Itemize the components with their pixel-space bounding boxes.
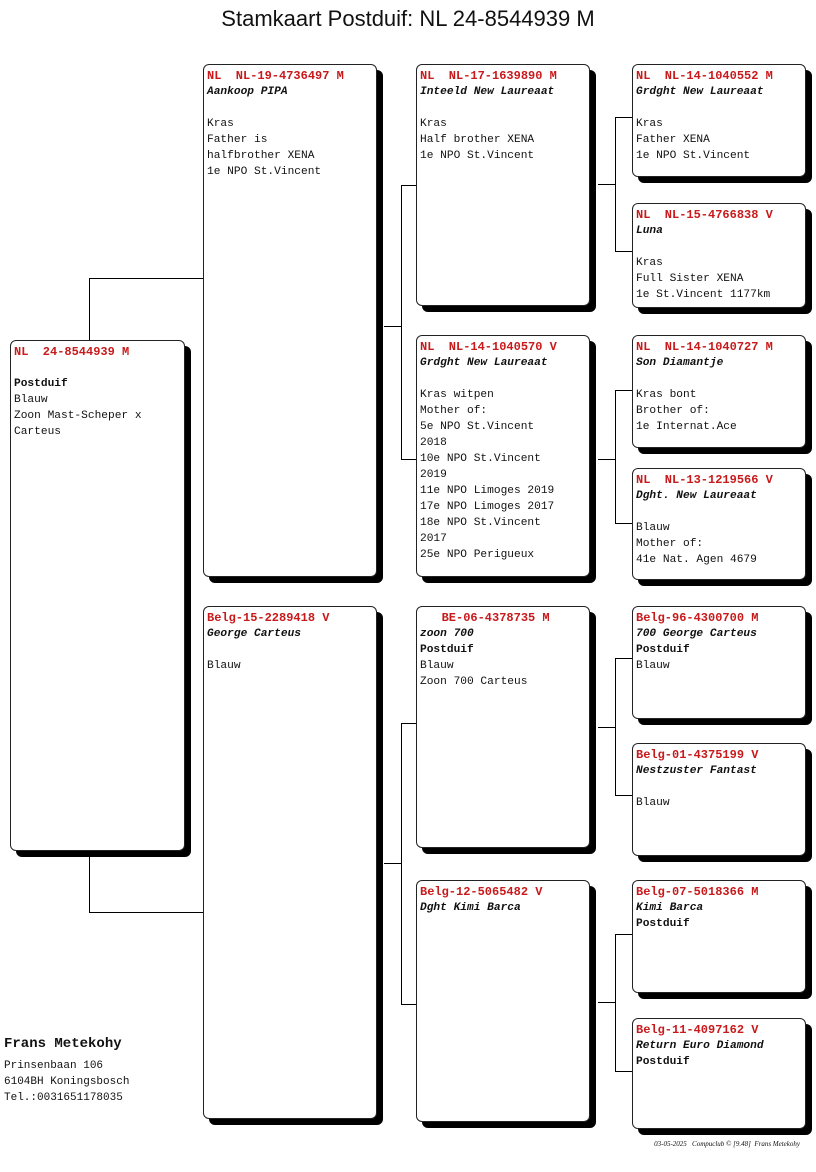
card-line: Father is: [207, 134, 268, 146]
card-line: Zoon Mast-Scheper x: [14, 410, 142, 422]
pigeon-name: Grdght New Laureaat: [420, 357, 548, 369]
pigeon-card-ggp-mmm[interactable]: [632, 1018, 806, 1129]
pigeon-name: Grdght New Laureaat: [636, 86, 764, 98]
connector: [615, 658, 633, 659]
card-line: Carteus: [14, 426, 61, 438]
pigeon-card-grandmother-mm[interactable]: [416, 880, 590, 1122]
connector: [615, 934, 616, 1072]
connector: [615, 251, 633, 252]
card-line: Blauw: [14, 394, 48, 406]
card-line: Zoon 700 Carteus: [420, 676, 528, 688]
pigeon-name: Aankoop PIPA: [207, 86, 288, 98]
page-title: Stamkaart Postduif: NL 24-8544939 M: [221, 6, 595, 31]
connector: [615, 795, 633, 796]
card-line: 1e St.Vincent 1177km: [636, 289, 771, 301]
card-line: 1e Internat.Ace: [636, 421, 737, 433]
card-line: Postduif: [636, 644, 690, 656]
footer-credits: 03-05-2025 Compuclub © [9.48] Frans Metekohy: [654, 1140, 800, 1148]
card-line: Postduif: [420, 644, 474, 656]
card-line: 11e NPO Limoges 2019: [420, 485, 555, 497]
pigeon-name: Inteeld New Laureaat: [420, 86, 555, 98]
pigeon-name: Dght Kimi Barca: [420, 902, 521, 914]
connector: [615, 117, 616, 252]
owner-address: Prinsenbaan 106: [4, 1060, 104, 1072]
card-line: Kras: [420, 118, 447, 130]
pigeon-card-ggp-mff[interactable]: [632, 606, 806, 719]
card-line: 10e NPO St.Vincent: [420, 453, 541, 465]
connector: [598, 459, 616, 460]
card-line: [207, 100, 373, 116]
card-line: Half brother XENA: [420, 134, 535, 146]
connector: [89, 912, 204, 913]
card-line: 2017: [420, 533, 447, 545]
connector: [401, 1004, 417, 1005]
card-line: Mother of:: [420, 405, 488, 417]
card-line: [420, 100, 586, 116]
ring-number: Belg-12-5065482 V: [420, 885, 543, 899]
ring-number: NL NL-13-1219566 V: [636, 473, 773, 487]
ring-number: NL NL-14-1040570 V: [420, 340, 557, 354]
connector: [401, 723, 417, 724]
card-line: Blauw: [420, 660, 454, 672]
card-line: Blauw: [636, 660, 670, 672]
card-line: Blauw: [636, 522, 670, 534]
pigeon-name: Luna: [636, 225, 663, 237]
pigeon-card-grandfather-mf[interactable]: [416, 606, 590, 848]
card-line: Full Sister XENA: [636, 273, 744, 285]
ring-number: Belg-11-4097162 V: [636, 1023, 759, 1037]
ring-number: Belg-07-5018366 M: [636, 885, 759, 899]
card-line: Kras: [636, 118, 663, 130]
card-line: 1e NPO St.Vincent: [636, 150, 751, 162]
card-line: Father XENA: [636, 134, 710, 146]
pigeon-name: George Carteus: [207, 628, 301, 640]
card-line: [207, 642, 373, 658]
card-line: 1e NPO St.Vincent: [207, 166, 322, 178]
card-line: 5e NPO St.Vincent: [420, 421, 535, 433]
card-line: [14, 360, 181, 376]
ring-number: Belg-01-4375199 V: [636, 748, 759, 762]
card-line: Kras: [207, 118, 234, 130]
connector: [384, 863, 402, 864]
pigeon-name: zoon 700: [420, 628, 474, 640]
connector: [615, 1071, 633, 1072]
pigeon-card-ggp-fff[interactable]: [632, 64, 806, 177]
card-line: Kras bont: [636, 389, 697, 401]
connector: [401, 459, 417, 460]
card-line: [420, 371, 586, 387]
ring-number: Belg-96-4300700 M: [636, 611, 759, 625]
pigeon-name: Son Diamantje: [636, 357, 724, 369]
card-line: 2019: [420, 469, 447, 481]
pigeon-name: 700 George Carteus: [636, 628, 757, 640]
card-line: [636, 371, 802, 387]
card-line: Postduif: [636, 918, 690, 930]
owner-phone: Tel.:0031651178035: [4, 1092, 123, 1104]
ring-number: NL 24-8544939 M: [14, 345, 130, 359]
connector: [401, 185, 402, 460]
ring-number: NL NL-14-1040727 M: [636, 340, 773, 354]
pigeon-card-ggp-mmf[interactable]: [632, 880, 806, 993]
connector: [615, 117, 633, 118]
card-line: Mother of:: [636, 538, 704, 550]
connector: [615, 390, 633, 391]
connector: [401, 185, 417, 186]
connector: [615, 658, 616, 796]
card-line: [636, 100, 802, 116]
card-line: Postduif: [14, 378, 68, 390]
pigeon-card-subject[interactable]: [10, 340, 185, 851]
card-line: 17e NPO Limoges 2017: [420, 501, 555, 513]
card-line: Kras: [636, 257, 663, 269]
pigeon-card-ggp-fmm[interactable]: [632, 468, 806, 580]
pigeon-card-ggp-ffm[interactable]: [632, 203, 806, 308]
card-line: 18e NPO St.Vincent: [420, 517, 541, 529]
card-line: [636, 504, 802, 520]
ring-number: NL NL-14-1040552 M: [636, 69, 773, 83]
card-line: [636, 239, 802, 255]
ring-number: NL NL-15-4766838 V: [636, 208, 773, 222]
connector: [598, 184, 616, 185]
connector: [384, 326, 402, 327]
connector: [615, 390, 616, 524]
pigeon-name: Kimi Barca: [636, 902, 704, 914]
pigeon-card-mother[interactable]: [203, 606, 377, 1119]
ring-number: Belg-15-2289418 V: [207, 611, 330, 625]
card-line: halfbrother XENA: [207, 150, 315, 162]
owner-city: 6104BH Koningsbosch: [4, 1076, 130, 1088]
connector: [401, 723, 402, 1005]
connector: [89, 278, 90, 340]
pigeon-name: Return Euro Diamond: [636, 1040, 764, 1052]
card-line: Kras witpen: [420, 389, 494, 401]
pigeon-name: Dght. New Laureaat: [636, 490, 757, 502]
card-line: 25e NPO Perigueux: [420, 549, 535, 561]
card-line: [636, 779, 802, 795]
pigeon-card-grandfather-ff[interactable]: [416, 64, 590, 306]
ring-number: NL NL-19-4736497 M: [207, 69, 344, 83]
connector: [598, 1002, 616, 1003]
card-line: Brother of:: [636, 405, 710, 417]
card-line: 1e NPO St.Vincent: [420, 150, 535, 162]
pigeon-name: Nestzuster Fantast: [636, 765, 757, 777]
pigeon-card-ggp-fmf[interactable]: [632, 335, 806, 448]
card-line: 2018: [420, 437, 447, 449]
pigeon-card-father[interactable]: [203, 64, 377, 577]
card-line: 41e Nat. Agen 4679: [636, 554, 757, 566]
owner-name: Frans Metekohy: [4, 1036, 122, 1052]
card-line: Postduif: [636, 1056, 690, 1068]
card-line: Blauw: [636, 797, 670, 809]
pigeon-card-grandmother-fm[interactable]: [416, 335, 590, 577]
ring-number: BE-06-4378735 M: [420, 611, 550, 625]
connector: [615, 934, 633, 935]
connector: [615, 523, 633, 524]
connector: [89, 278, 204, 279]
card-line: Blauw: [207, 660, 241, 672]
pigeon-card-ggp-mfm[interactable]: [632, 743, 806, 856]
owner-block: [4, 1036, 129, 1106]
connector: [598, 727, 616, 728]
ring-number: NL NL-17-1639890 M: [420, 69, 557, 83]
connector: [89, 850, 90, 912]
